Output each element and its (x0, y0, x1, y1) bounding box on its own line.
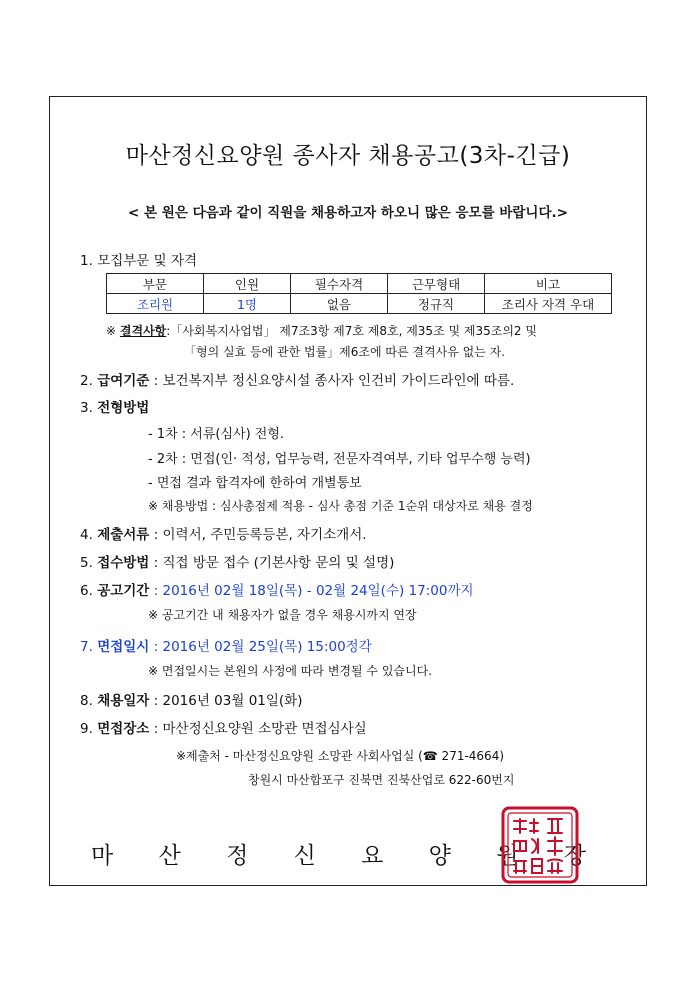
section-title: 채용일자 (97, 693, 150, 709)
section-title: 면접장소 (97, 721, 150, 737)
table-header-cell: 필수자격 (291, 274, 388, 294)
table-cell: 조리사 자격 우대 (485, 294, 612, 314)
official-seal-icon (500, 805, 580, 885)
section-text: : 2016년 03월 01일(화) (153, 693, 303, 709)
section-6-note: ※ 공고기간 내 채용자가 없을 경우 채용시까지 연장 (148, 608, 417, 622)
page-title: 마산정신요양원 종사자 채용공고(3차-긴급) (125, 143, 571, 169)
section-title: 모집부문 및 자격 (97, 253, 198, 269)
section-number: 9. (80, 721, 93, 737)
section-title: 접수방법 (97, 555, 150, 571)
section-title: 공고기간 (97, 583, 150, 599)
contact-line-2: 창원시 마산합포구 진북면 진북산업로 622-60번지 (248, 773, 515, 787)
table-header-cell: 근무형태 (388, 274, 485, 294)
intro-text: < 본 원은 다음과 같이 직원을 채용하고자 하오니 많은 응모를 바랍니다.> (128, 205, 568, 221)
section-number: 5. (80, 555, 93, 571)
section-text: : 보건복지부 정신요양시설 종사자 인건비 가이드라인에 따름. (153, 373, 515, 389)
section-title: 전형방법 (97, 400, 150, 416)
table-header-cell: 인원 (204, 274, 291, 294)
section-number: 3. (80, 400, 93, 416)
section-title: 제출서류 (97, 527, 150, 543)
table-cell: 조리원 (107, 294, 204, 314)
notice-frame (49, 96, 647, 886)
section-number: 2. (80, 373, 93, 389)
section-title: 급여기준 (97, 373, 150, 389)
signature-line: 마 산 정 신 요 양 원 장 (91, 843, 605, 869)
table-cell: 정규직 (388, 294, 485, 314)
section-5 (80, 551, 394, 571)
disqualification-label: 결격사항 (119, 324, 167, 338)
section-1-heading (80, 249, 197, 269)
section-3-heading (80, 396, 149, 416)
disqualification-line-2: 「형의 실효 등에 관한 법률」제6조에 따른 결격사유 없는 자. (184, 345, 505, 359)
table-row (107, 294, 612, 314)
table-header-cell: 비고 (485, 274, 612, 294)
section-number: 7. (80, 639, 93, 655)
disqualification-line-1 (106, 322, 537, 339)
note-mark: ※ (106, 324, 117, 338)
section-title: 면접일시 (97, 639, 150, 655)
section-text: : 마산정신요양원 소망관 면접심사실 (153, 721, 367, 737)
section-2 (80, 369, 514, 389)
table-cell: 없음 (291, 294, 388, 314)
section-6 (80, 579, 474, 599)
disqualification-text: :「사회복지사업법」 제7조3항 제7호 제8호, 제35조 및 제35조의2 및 (166, 324, 537, 338)
section-text: : 2016년 02월 18일(목) - 02월 24일(수) 17:00까지 (153, 583, 474, 599)
section-text: : 2016년 02월 25일(목) 15:00정각 (153, 639, 372, 655)
section-number: 4. (80, 527, 93, 543)
screening-item-2: - 2차 : 면접(인· 적성, 업무능력, 전문자격여부, 기타 업무수행 능력) (148, 452, 531, 467)
table-cell: 1명 (204, 294, 291, 314)
section-text: : 이력서, 주민등록등본, 자기소개서. (153, 527, 367, 543)
table-header-row (107, 274, 612, 294)
section-text: : 직접 방문 접수 (기본사항 문의 및 설명) (153, 555, 395, 571)
section-7 (80, 635, 372, 655)
screening-note: ※ 채용방법 : 심사총점제 적용 - 심사 총점 기준 1순위 대상자로 채용 결정 (148, 499, 533, 513)
section-number: 8. (80, 693, 93, 709)
section-4 (80, 523, 367, 543)
section-number: 1. (80, 253, 93, 269)
recruitment-table (106, 273, 612, 314)
section-9 (80, 717, 367, 737)
section-number: 6. (80, 583, 93, 599)
section-8 (80, 689, 303, 709)
section-7-note: ※ 면접일시는 본원의 사정에 따라 변경될 수 있습니다. (148, 664, 433, 678)
screening-item-1: - 1차 : 서류(심사) 전형. (148, 427, 285, 442)
screening-item-3: - 면접 결과 합격자에 한하여 개별통보 (148, 476, 362, 491)
table-header-cell: 부문 (107, 274, 204, 294)
contact-line-1: ※제출처 - 마산정신요양원 소망관 사회사업실 (☎ 271-4664) (176, 749, 505, 763)
